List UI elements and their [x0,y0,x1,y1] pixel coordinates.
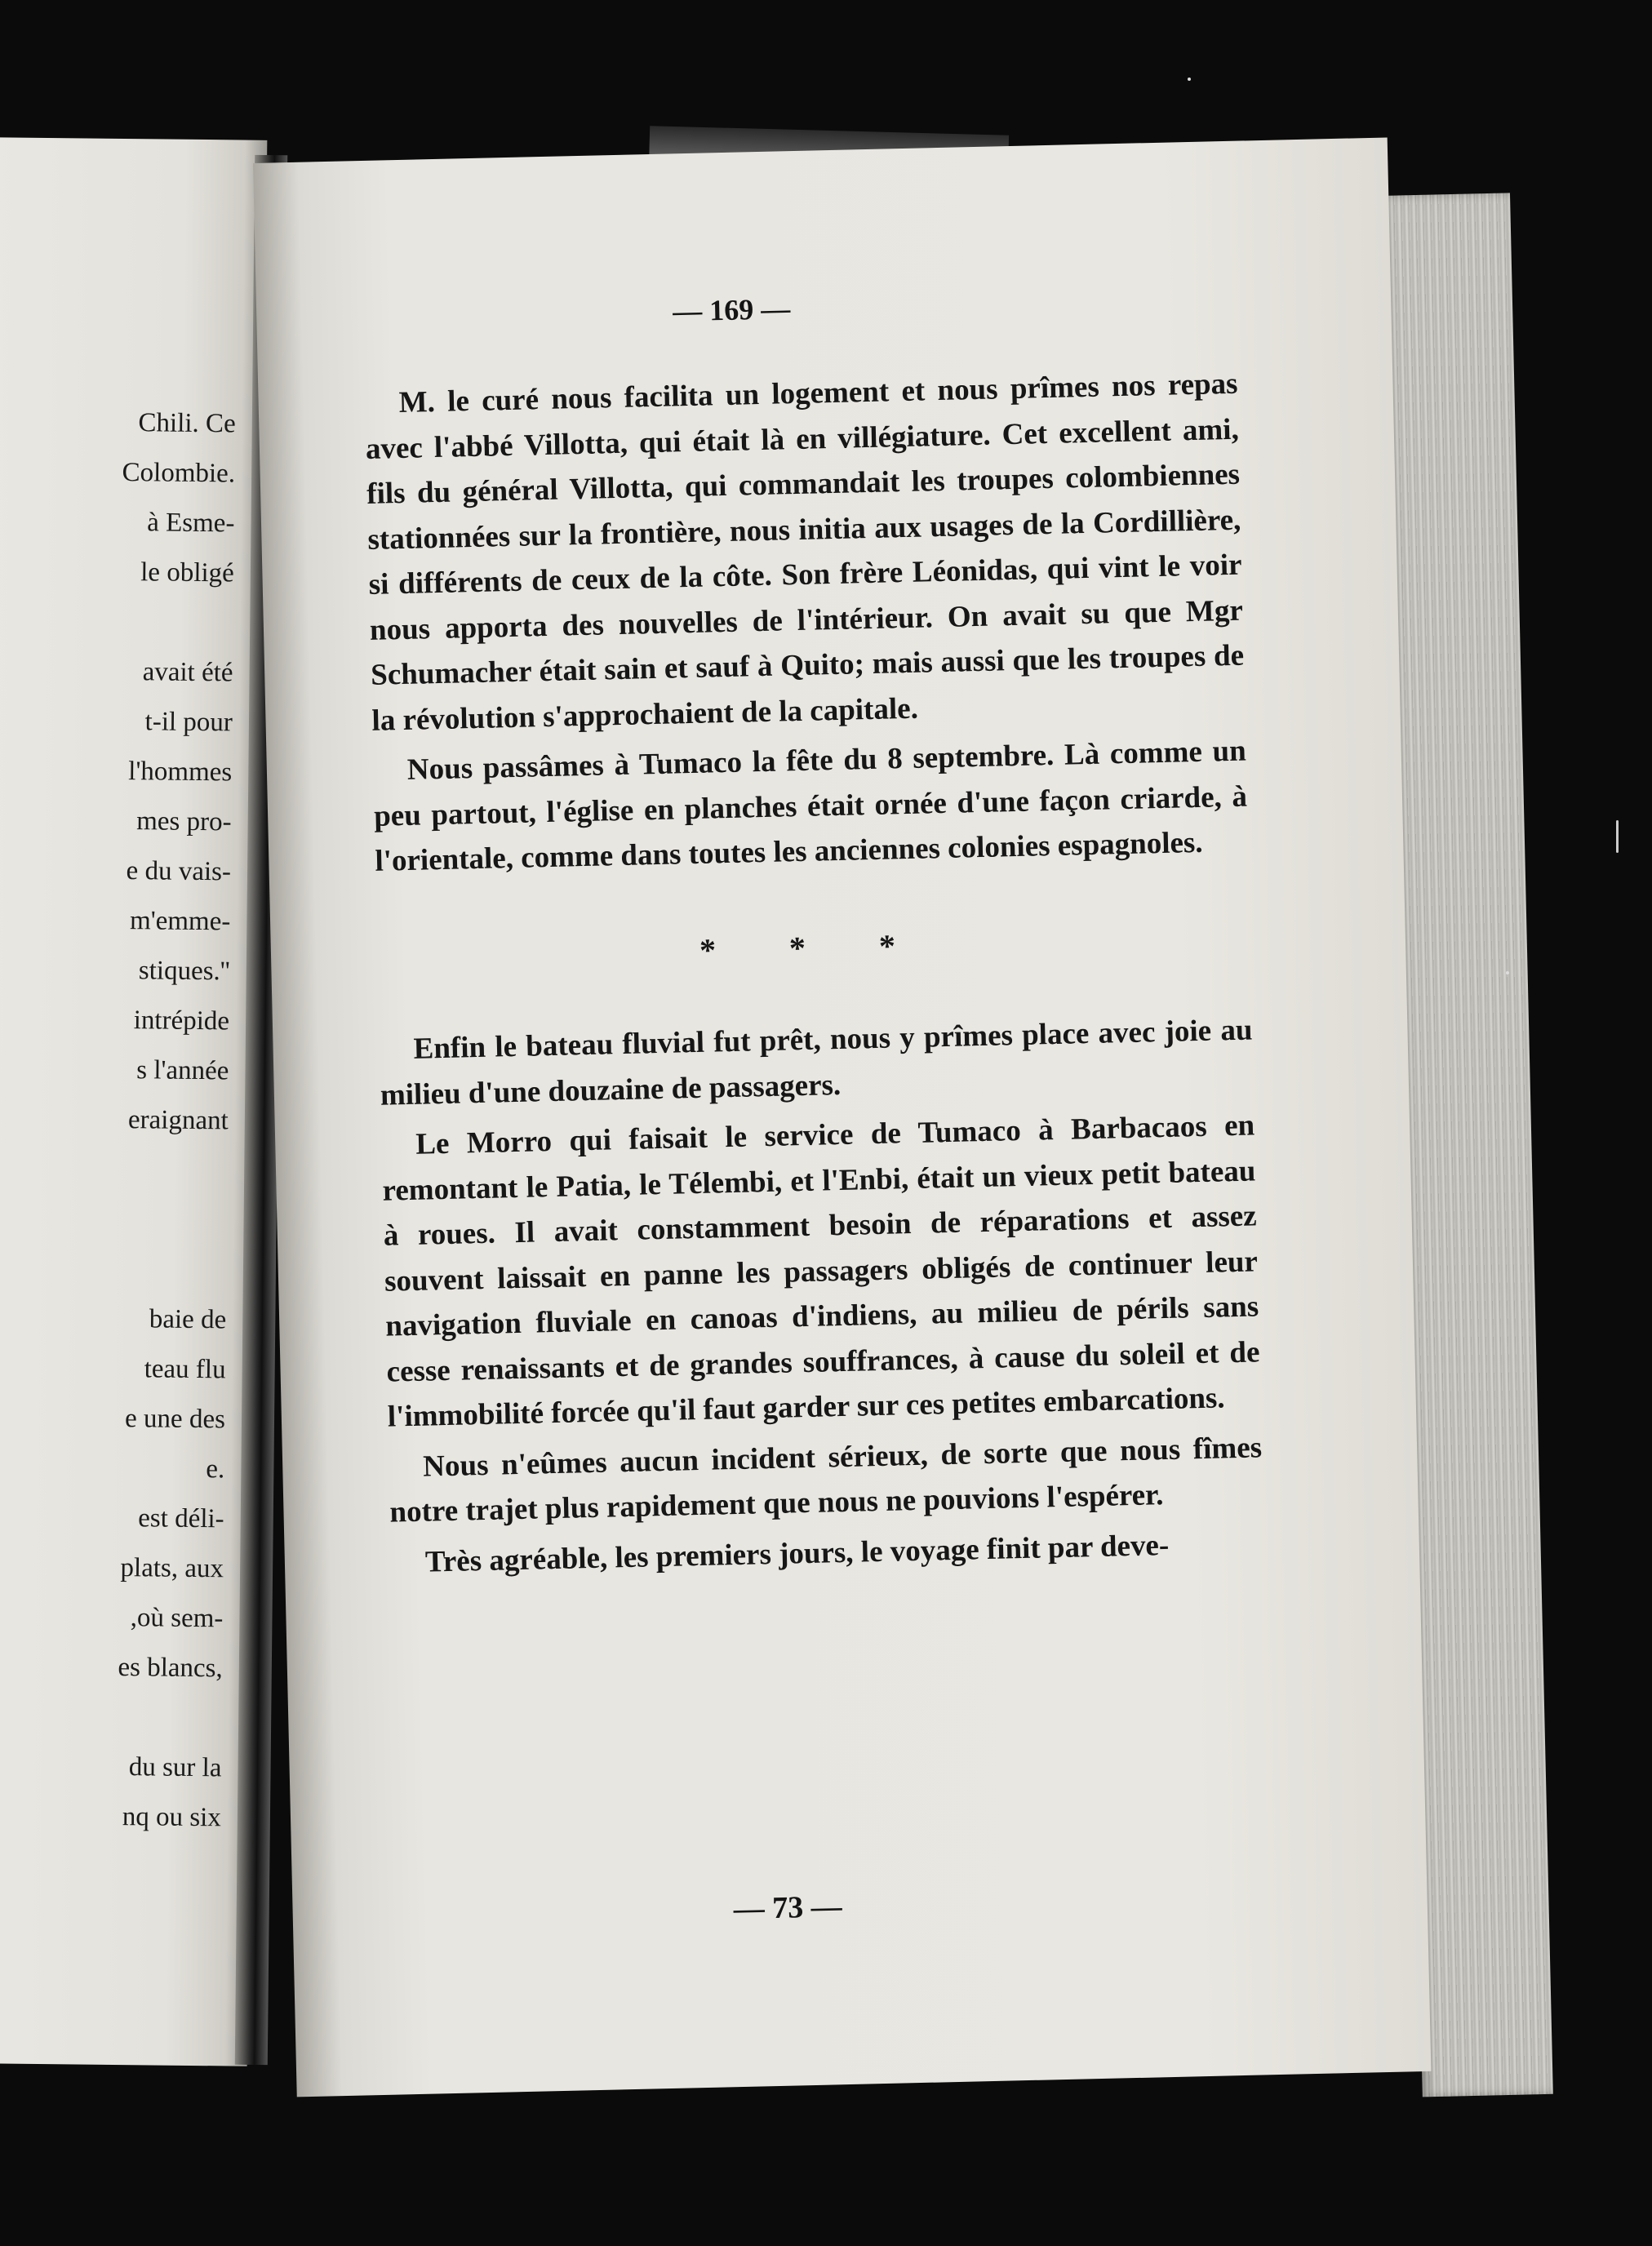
dust-speck [1188,78,1191,81]
paragraph: M. le curé nous facilita un logement et nous prîmes nos repas avec l'abbé Villotta, qui était là en villégiature. Cet excellent ami, fils du général Villotta, qui commandait les troupes colombiennes stationnées sur la frontière, nous initia aux usages de la Cordillière, si différents de ceux de la côte. Son frère Léonidas, qui vint le voir nous apporta des nouvelles de l'intérieur. On avait su que Mgr Schumacher était sain et sauf à Quito; mais aussi que les troupes de la révolution s'approchaient de la capitale. [365,366,1245,738]
body-text [364,362,1264,1591]
left-page [0,137,267,2066]
left-page-fragment: le obligé [140,557,234,588]
left-page-fragment [0,1203,228,1205]
dust-speck [1506,971,1509,974]
left-page-fragment: intrépide [133,1005,230,1036]
left-page-fragment: e du vais- [126,856,232,887]
left-page-fragment: nq ou six [122,1802,222,1833]
left-page-fragment: Colombie. [122,457,236,489]
left-page-fragment: stiques.'' [138,956,230,987]
left-page-fragment [0,1701,222,1703]
left-page-fragment: est déli- [138,1503,224,1534]
left-page-fragment: m'emme- [129,906,231,937]
left-page-fragment [0,1153,228,1156]
left-page-fragment: mes pro- [136,806,232,837]
left-page-fragment: eraignant [127,1105,229,1136]
section-separator: * * * [699,925,929,969]
left-page-fragment: ,où sem- [130,1603,224,1634]
left-page-fragment: teau flu [144,1354,226,1385]
page-number-top: — 169 — [672,292,791,328]
left-page-fragment: es blancs, [118,1653,223,1684]
left-page-fragment: avait été [142,657,233,688]
paragraph: Nous n'eûmes aucun incident sérieux, de sorte que nous fîmes notre trajet plus rapidement que nous ne pouvions l'espérer. [389,1430,1263,1529]
left-page-fragment: Chili. Ce [138,408,236,439]
left-page-fragment: l'hommes [128,757,233,788]
left-page-fragment: e. [206,1454,225,1485]
left-page-fragment: t-il pour [144,707,233,738]
right-page [253,137,1431,2097]
left-page-fragment [0,1253,227,1255]
paragraph: Le Morro qui faisait le service de Tumaco à Barbacaos en remontant le Patia, le Télembi, et l'Enbi, était un vieux petit bateau à roues. Il avait constamment besoin de réparations et assez souvent laissait en panne les passagers obligés de continuer leur navigation fluviale en canoas d'indiens, au milieu de périls sans cesse renaissants et de grandes souffrances, à cause du soleil et de l'immobilité forcée qu'il faut garder sur ces petites embarcations. [382,1108,1260,1434]
paragraph: Enfin le bateau fluvial fut prêt, nous y prîmes place avec joie au milieu d'une douzaine de passagers. [380,1013,1253,1112]
left-page-fragment: à Esme- [147,508,235,539]
paragraph: Très agréable, les premiers jours, le voyage finit par deve- [424,1528,1170,1579]
paragraph: Nous passâmes à Tumaco la fête du 8 septembre. Là comme un peu partout, l'église en planches était ornée d'une façon criarde, à l'orientale, comme dans toutes les anciennes colonies espagnoles. [373,734,1248,878]
page-number-bottom: — 73 — [733,1889,843,1927]
dust-speck [1616,820,1619,853]
left-page-fragment: e une des [124,1404,226,1435]
left-page-fragment: plats, aux [120,1553,224,1584]
left-page-fragment: s l'année [136,1055,229,1086]
left-page-fragment: du sur la [128,1752,222,1783]
left-page-fragment: baie de [149,1304,227,1335]
left-page-fragment [0,606,233,608]
